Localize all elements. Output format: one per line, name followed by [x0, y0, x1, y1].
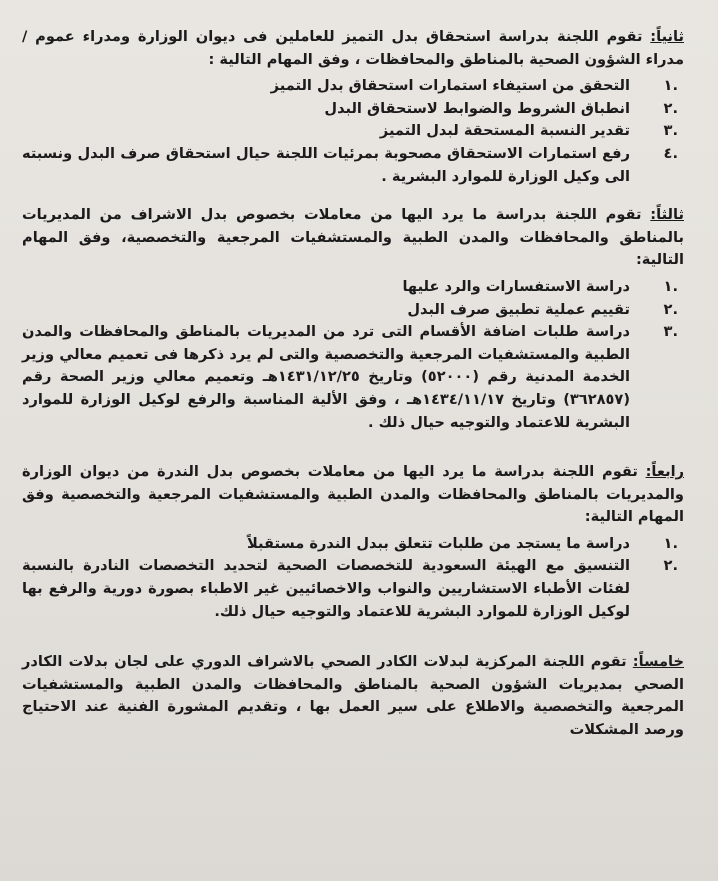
section-paragraph [22, 651, 684, 741]
list-item [22, 533, 684, 556]
section-second [22, 26, 684, 188]
list-item [22, 276, 684, 299]
section-third [22, 204, 684, 434]
section-spacer [22, 434, 684, 461]
item-number: .٢ [663, 557, 678, 575]
list-item [22, 143, 684, 188]
section-intro: تقوم اللجنة بدراسة استحقاق بدل التميز للعاملين فى ديوان الوزارة ومدراء عموم / مدراء الشؤون الصحية بالمناطق والمحافظات ، وفق المهام التالية : [22, 28, 684, 68]
section-label: ثالثاً: [650, 206, 684, 224]
item-text: رفع استمارات الاستحقاق مصحوبة بمرئيات اللجنة حيال استحقاق صرف البدل ونسبته الى وكيل الوزارة للموارد البشرية . [22, 144, 630, 185]
item-text: التنسيق مع الهيئة السعودية للتخصصات الصحية لتحديد التخصصات النادرة بالنسبة لفئات الأطباء الاستشاريين والنواب والاخصائيين غير الاطباء بصورة دورية والرفع بها لوكيل الوزارة للموارد البشرية للاعتماد والتوجيه حيال ذلك. [22, 557, 630, 620]
item-number: .٤ [663, 144, 678, 162]
section-paragraph [22, 461, 684, 529]
item-number: .٢ [663, 99, 678, 117]
item-text: انطباق الشروط والضوابط لاستحقاق البدل [324, 99, 630, 117]
item-text: تقييم عملية تطبيق صرف البدل [407, 300, 630, 318]
item-number: .١ [663, 534, 678, 552]
item-number: .٣ [663, 122, 678, 140]
list-item [22, 555, 684, 623]
section-spacer [22, 623, 684, 651]
item-text: دراسة ما يستجد من طلبات تتعلق ببدل الندرة مستقبلاً [246, 534, 630, 552]
list-item [22, 75, 684, 98]
task-list [22, 276, 684, 434]
section-label: ثانياً: [650, 28, 684, 45]
item-text: التحقق من استيفاء استمارات استحقاق بدل التميز [270, 77, 630, 95]
task-list [22, 75, 684, 188]
item-number: .١ [663, 277, 678, 295]
section-intro: تقوم اللجنة بدراسة ما يرد اليها من معاملات بخصوص بدل الندرة من ديوان الوزارة والمديريات بالمناطق والمحافظات والمدن الطبية والمستشفيات المرجعية والتخصصية وفق المهام التالية: [22, 463, 684, 526]
section-paragraph [22, 26, 684, 71]
item-text: دراسة الاستفسارات والرد عليها [402, 277, 630, 295]
item-number: .٣ [663, 323, 678, 341]
list-item [22, 321, 684, 434]
list-item [22, 299, 684, 322]
section-intro: تقوم اللجنة المركزية لبدلات الكادر الصحي بالاشراف الدوري على لجان بدلات الكادر الصحي بمديريات الشؤون الصحية بالمناطق والمحافظات والمدن الطبية والمستشفيات المرجعية والتخصصية والاطلاع على سير العمل بها ، وتقديم المشورة الفنية عند الاحتياج ورصد المشكلات [22, 653, 684, 739]
item-text: دراسة طلبات اضافة الأقسام التى ترد من المديريات بالمناطق والمحافظات والمدن الطبية والمستشفيات المرجعية والتخصصية والتى لم يرد ذكرها فى تعميم معالي وزير الخدمة المدنية رقم (٥٢٠٠٠) وتاريخ ١٤٣١/١٢/٢٥هـ وتعميم معالي وزير الصحة رقم (٣٦٢٨٥٧) وتاريخ ١٤٣٤/١١/١٧هـ ، وفق الألية المناسبة والرفع لوكيل الوزارة للموارد البشرية للاعتماد والتوجيه حيال ذلك . [22, 323, 631, 431]
item-text: تقدير النسبة المستحقة لبدل التميز [379, 122, 630, 140]
list-item [22, 120, 684, 143]
section-spacer [22, 188, 684, 204]
list-item [22, 98, 684, 121]
section-label: خامساً: [632, 653, 684, 671]
section-fourth [22, 461, 684, 623]
section-fifth [22, 651, 684, 741]
section-label: رابعاً: [645, 463, 684, 481]
item-number: .٢ [663, 300, 678, 318]
task-list [22, 533, 684, 623]
section-intro: تقوم اللجنة بدراسة ما يرد اليها من معاملات بخصوص بدل الاشراف من المديريات بالمناطق والمحافظات والمدن الطبية والمستشفيات المرجعية والتخصصية، وفق المهام التالية: [22, 206, 684, 269]
section-paragraph [22, 204, 684, 272]
item-number: .١ [663, 77, 678, 95]
